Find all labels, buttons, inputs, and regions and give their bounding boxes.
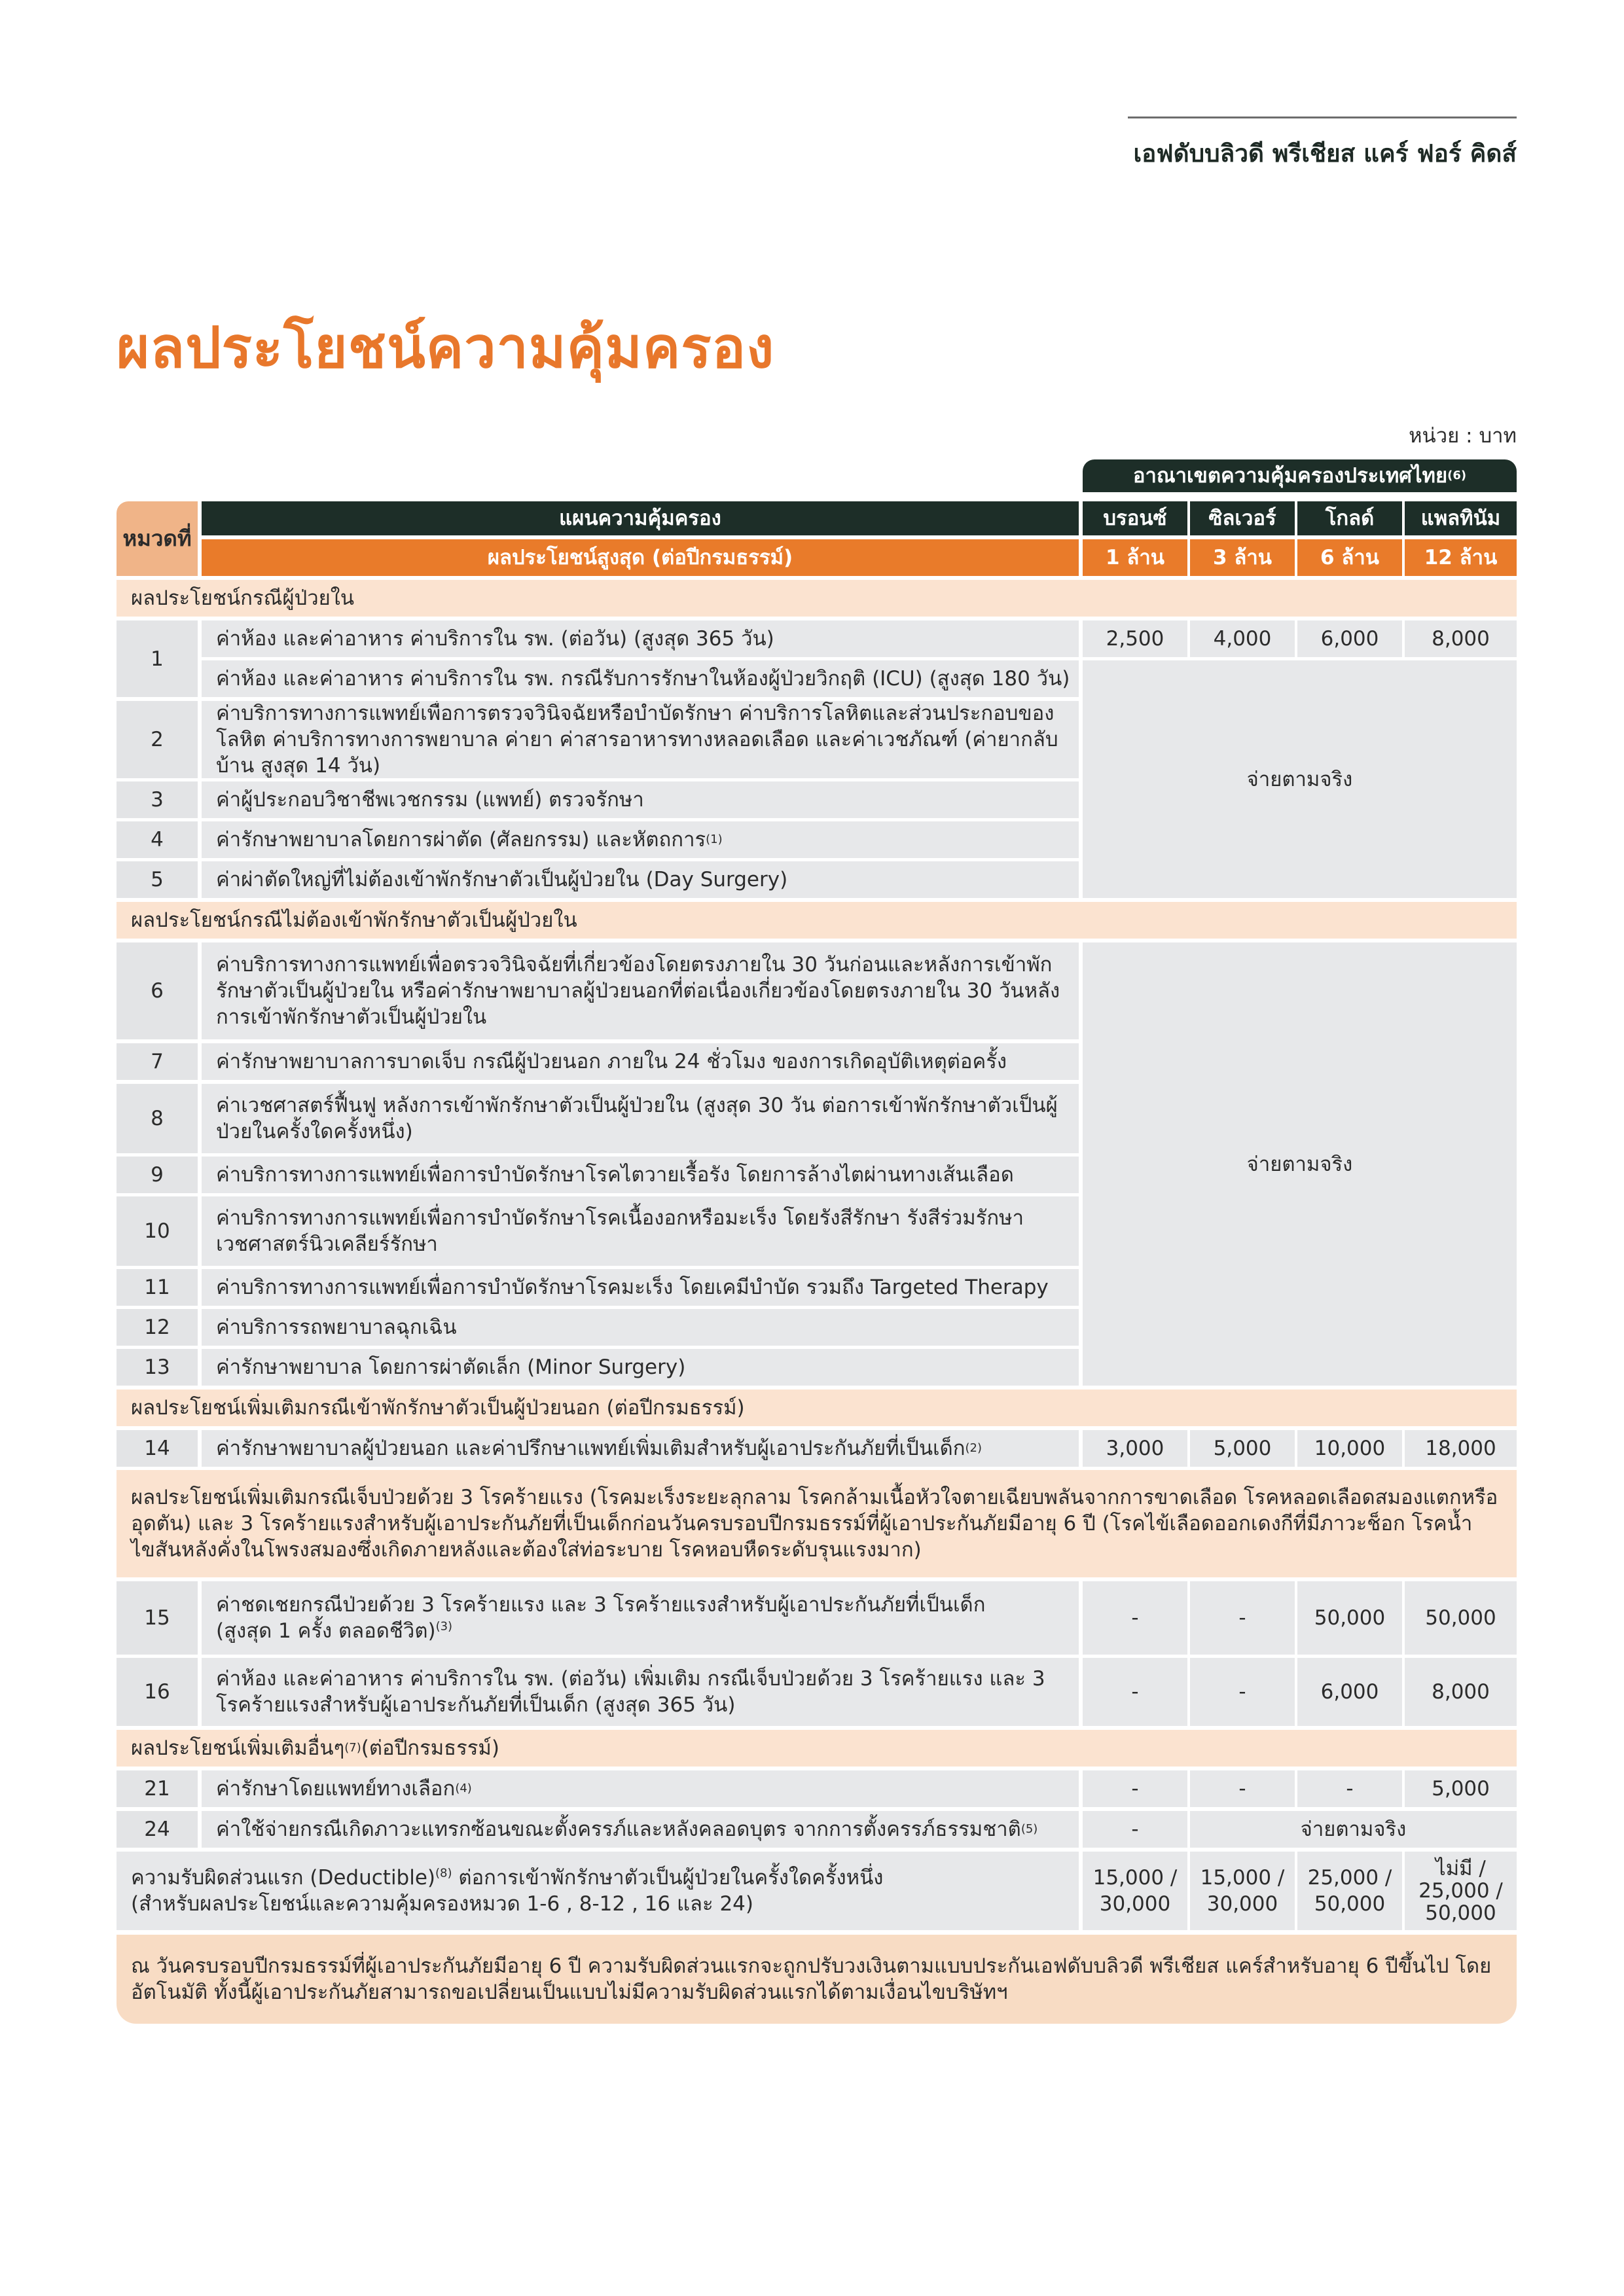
row-number: 8 [117,1084,198,1153]
row-12-ambulance: ค่าบริการรถพยาบาลฉุกเฉิน [202,1309,1079,1346]
value-cell: 8,000 [1405,620,1517,657]
deductible-title: ความรับผิดส่วนแรก (Deductible) [131,1866,436,1890]
deductible-title-suffix: ต่อการเข้าพักรักษาตัวเป็นผู้ป่วยในครั้งใดครั้งหนึ่ง [452,1866,884,1890]
deductible-bronze [1083,1852,1187,1930]
limit-bronze: 1 ล้าน [1083,539,1187,576]
row-4-label: ค่ารักษาพยาบาลโดยการผ่าตัด (ศัลยกรรม) และหัตถการ [216,828,706,852]
row-21-label: ค่ารักษาโดยแพทย์ทางเลือก [216,1777,456,1801]
row-13-minor-surgery: ค่ารักษาพยาบาล โดยการผ่าตัดเล็ก (Minor Surgery) [202,1349,1079,1386]
deductible-line: ไม่มี / [1435,1857,1486,1880]
section-outpatient: ผลประโยชน์เพิ่มเติมกรณีเข้าพักรักษาตัวเป็นผู้ป่วยนอก (ต่อปีกรมธรรม์) [117,1390,1517,1426]
deductible-label [117,1852,1079,1930]
row-21-alternative: ค่ารักษาโดยแพทย์ทางเลือก (4) [202,1770,1079,1807]
value-cell: - [1083,1581,1187,1655]
value-cell: 6,000 [1297,620,1402,657]
row-number: 16 [117,1658,198,1726]
row-10-radiotherapy: ค่าบริการทางการแพทย์เพื่อการบำบัดรักษาโรคเนื้องอกหรือมะเร็ง โดยรังสีรักษา รังสีร่วมรักษา เวชศาสตร์นิวเคลียร์รักษา [202,1196,1079,1266]
section-non-inpatient: ผลประโยชน์กรณีไม่ต้องเข้าพักรักษาตัวเป็นผู้ป่วยใน [117,902,1517,939]
value-cell: - [1190,1581,1295,1655]
plan-platinum: แพลทินัม [1405,501,1517,535]
row-24-pregnancy: ค่าใช้จ่ายกรณีเกิดภาวะแทรกซ้อนขณะตั้งครรภ์และหลังคลอดบุตร จากการตั้งครรภ์ธรรมชาติ (5) [202,1811,1079,1848]
row-number: 11 [117,1269,198,1306]
row-number: 9 [117,1157,198,1193]
row-number: 4 [117,821,198,858]
deductible-line: 25,000 / [1307,1866,1392,1890]
row-15-ci-compensation [202,1581,1079,1655]
row-2-medical-services: ค่าบริการทางการแพทย์เพื่อการตรวจวินิจฉัยหรือบำบัดรักษา ค่าบริการโลหิตและส่วนประกอบของโลหิต ค่าบริการทางการพยาบาล ค่ายา ค่าสารอาหารทางหลอดเลือด และค่าเวชภัณฑ์ (ค่ายากลับบ้าน สูงสุด 14 วัน) [202,701,1079,778]
plan-bronze: บรอนซ์ [1083,501,1187,535]
value-cell: 18,000 [1405,1430,1517,1467]
row-7-accident-opd: ค่ารักษาพยาบาลการบาดเจ็บ กรณีผู้ป่วยนอก ภายใน 24 ชั่วโมง ของการเกิดอุบัติเหตุต่อครั้ง [202,1043,1079,1080]
value-cell: - [1083,1770,1187,1807]
value-cell: 6,000 [1297,1658,1402,1726]
value-cell: 4,000 [1190,620,1295,657]
section-other-suffix: (ต่อปีกรมธรรม์) [361,1736,499,1760]
value-cell: 8,000 [1405,1658,1517,1726]
value-cell: - [1190,1658,1295,1726]
row-number: 2 [117,701,198,778]
value-cell: 50,000 [1297,1581,1402,1655]
row-3-physician: ค่าผู้ประกอบวิชาชีพเวชกรรม (แพทย์) ตรวจรักษา [202,781,1079,818]
limit-gold: 6 ล้าน [1297,539,1402,576]
value-cell: 50,000 [1405,1581,1517,1655]
row-number: 15 [117,1581,198,1655]
category-column-header: หมวดที่ [117,501,198,576]
limit-platinum: 12 ล้าน [1405,539,1517,576]
row-14-label: ค่ารักษาพยาบาลผู้ป่วยนอก และค่าปรึกษาแพทย์เพิ่มเติมสำหรับผู้เอาประกันภัยที่เป็นเด็ก [216,1437,965,1460]
row-14-opd: ค่ารักษาพยาบาลผู้ป่วยนอก และค่าปรึกษาแพทย์เพิ่มเติมสำหรับผู้เอาประกันภัยที่เป็นเด็ก (2) [202,1430,1079,1467]
row-1-icu: ค่าห้อง และค่าอาหาร ค่าบริการใน รพ. กรณีรับการรักษาในห้องผู้ป่วยวิกฤติ (ICU) (สูงสุด 180 วัน) [202,660,1079,697]
row-9-dialysis: ค่าบริการทางการแพทย์เพื่อการบำบัดรักษาโรคไตวายเรื้อรัง โดยการล้างไตผ่านทางเส้นเลือด [202,1157,1079,1193]
row-16-ci-room: ค่าห้อง และค่าอาหาร ค่าบริการใน รพ. (ต่อวัน) เพิ่มเติม กรณีเจ็บป่วยด้วย 3 โรคร้ายแรง และ 3 โรคร้ายแรงสำหรับผู้เอาประกันภัยที่เป็นเด็ก (สูงสุด 365 วัน) [202,1658,1079,1726]
value-cell: - [1083,1811,1187,1848]
section-inpatient: ผลประโยชน์กรณีผู้ป่วยใน [117,580,1517,617]
row-number: 7 [117,1043,198,1080]
row-number: 10 [117,1196,198,1266]
deductible-platinum [1405,1852,1517,1930]
plan-silver: ซิลเวอร์ [1190,501,1295,535]
row-6-pre-post: ค่าบริการทางการแพทย์เพื่อตรวจวินิจฉัยที่เกี่ยวข้องโดยตรงภายใน 30 วันก่อนและหลังการเข้าพักรักษาตัวเป็นผู้ป่วยใน หรือค่ารักษาพยาบาลผู้ป่วยนอกที่ต่อเนื่องเกี่ยวข้องโดยตรงภายใน 30 วันหลังการเข้าพักรักษาตัวเป็นผู้ป่วยใน [202,942,1079,1039]
plan-column-header: แผนความคุ้มครอง [202,501,1079,535]
deductible-line: 15,000 / [1092,1866,1178,1890]
deductible-line: 15,000 / [1200,1866,1285,1890]
plan-gold: โกลด์ [1297,501,1402,535]
value-cell: - [1190,1770,1295,1807]
footnote-mark: (8) [435,1866,452,1880]
row-number: 21 [117,1770,198,1807]
row-5-day-surgery: ค่าผ่าตัดใหญ่ที่ไม่ต้องเข้าพักรักษาตัวเป็นผู้ป่วยใน (Day Surgery) [202,861,1079,898]
row-number: 6 [117,942,198,1039]
page-title: ผลประโยชน์ความคุ้มครอง [117,315,775,381]
product-name: เอฟดับบลิวดี พรีเชียส แคร์ ฟอร์ คิดส์ [1133,139,1517,168]
deductible-subtitle: (สำหรับผลประโยชน์และความคุ้มครองหมวด 1-6 , 8-12 , 16 และ 24) [131,1892,753,1916]
row-number: 24 [117,1811,198,1848]
unit-label: หน่วย : บาท [1409,424,1517,448]
row-number: 13 [117,1349,198,1386]
section-critical-illness: ผลประโยชน์เพิ่มเติมกรณีเจ็บป่วยด้วย 3 โรคร้ายแรง (โรคมะเร็งระยะลุกลาม โรคกล้ามเนื้อหัวใจตายเฉียบพลันจากการขาดเลือด โรคหลอดเลือดสมองแตกหรืออุดตัน) และ 3 โรคร้ายแรงสำหรับผู้เอาประกันภัยที่เป็นเด็กก่อนวันครบรอบปีกรมธรรม์ที่ผู้เอาประกันภัยมีอายุ 6 ปี (โรคไข้เลือดออกเดงกีที่มีภาวะช็อก โรคน้ำไขสันหลังคั่งในโพรงสมองซึ่งเกิดภายหลังและต้องใส่ท่อระบาย โรคหอบหืดระดับรุนแรงมาก) [117,1470,1517,1577]
deductible-line: 50,000 [1314,1892,1386,1916]
max-benefit-header: ผลประโยชน์สูงสุด (ต่อปีกรมธรรม์) [202,539,1079,576]
deductible-gold [1297,1852,1402,1930]
value-cell: - [1297,1770,1402,1807]
deductible-line: 30,000 [1206,1892,1278,1916]
row-number: 12 [117,1309,198,1346]
header-divider [1128,117,1517,118]
footnote-mark: (3) [435,1619,453,1634]
actual-cost-block-2: จ่ายตามจริง [1083,942,1517,1386]
actual-cost-cell: จ่ายตามจริง [1190,1811,1517,1848]
row-8-rehab: ค่าเวชศาสตร์ฟื้นฟู หลังการเข้าพักรักษาตัวเป็นผู้ป่วยใน (สูงสุด 30 วัน ต่อการเข้าพักรักษาตัวเป็นผู้ป่วยในครั้งใดครั้งหนึ่ง) [202,1084,1079,1153]
row-15-sublabel: (สูงสุด 1 ครั้ง ตลอดชีวิต) [216,1619,436,1643]
value-cell: 10,000 [1297,1430,1402,1467]
value-cell: 5,000 [1190,1430,1295,1467]
row-4-surgery: ค่ารักษาพยาบาลโดยการผ่าตัด (ศัลยกรรม) และหัตถการ (1) [202,821,1079,858]
row-number: 1 [117,620,198,697]
deductible-line: 30,000 [1099,1892,1171,1916]
value-cell: - [1083,1658,1187,1726]
row-15-label: ค่าชดเชยกรณีป่วยด้วย 3 โรคร้ายแรง และ 3 โรคร้ายแรงสำหรับผู้เอาประกันภัยที่เป็นเด็ก [216,1593,986,1617]
row-number: 14 [117,1430,198,1467]
row-number: 3 [117,781,198,818]
deductible-silver [1190,1852,1295,1930]
row-11-chemo: ค่าบริการทางการแพทย์เพื่อการบำบัดรักษาโรคมะเร็ง โดยเคมีบำบัด รวมถึง Targeted Therapy [202,1269,1079,1306]
limit-silver: 3 ล้าน [1190,539,1295,576]
footer-note: ณ วันครบรอบปีกรมธรรม์ที่ผู้เอาประกันภัยมีอายุ 6 ปี ความรับผิดส่วนแรกจะถูกปรับวงเงินตามแบบประกันเอฟดับบลิวดี พรีเชียส แคร์สำหรับอายุ 6 ปีขึ้นไป โดยอัตโนมัติ ทั้งนี้ผู้เอาประกันภัยสามารถขอเปลี่ยนเป็นแบบไม่มีความรับผิดส่วนแรกได้ตามเงื่อนไขบริษัทฯ [117,1935,1517,2024]
value-cell: 5,000 [1405,1770,1517,1807]
value-cell: 2,500 [1083,620,1187,657]
deductible-line: 25,000 / [1418,1879,1503,1903]
row-1-room-board: ค่าห้อง และค่าอาหาร ค่าบริการใน รพ. (ต่อวัน) (สูงสุด 365 วัน) [202,620,1079,657]
coverage-zone-label: อาณาเขตความคุ้มครองประเทศไทย [1132,464,1448,488]
value-cell: 3,000 [1083,1430,1187,1467]
actual-cost-block-1: จ่ายตามจริง [1083,660,1517,898]
row-number: 5 [117,861,198,898]
section-other-label: ผลประโยชน์เพิ่มเติมอื่นๆ [131,1736,345,1760]
deductible-line: 50,000 [1425,1901,1496,1925]
section-other-benefits: ผลประโยชน์เพิ่มเติมอื่นๆ (7) (ต่อปีกรมธรรม์) [117,1730,1517,1767]
row-24-label: ค่าใช้จ่ายกรณีเกิดภาวะแทรกซ้อนขณะตั้งครรภ์และหลังคลอดบุตร จากการตั้งครรภ์ธรรมชาติ [216,1818,1021,1841]
coverage-zone-header: อาณาเขตความคุ้มครองประเทศไทย (6) [1083,459,1517,492]
